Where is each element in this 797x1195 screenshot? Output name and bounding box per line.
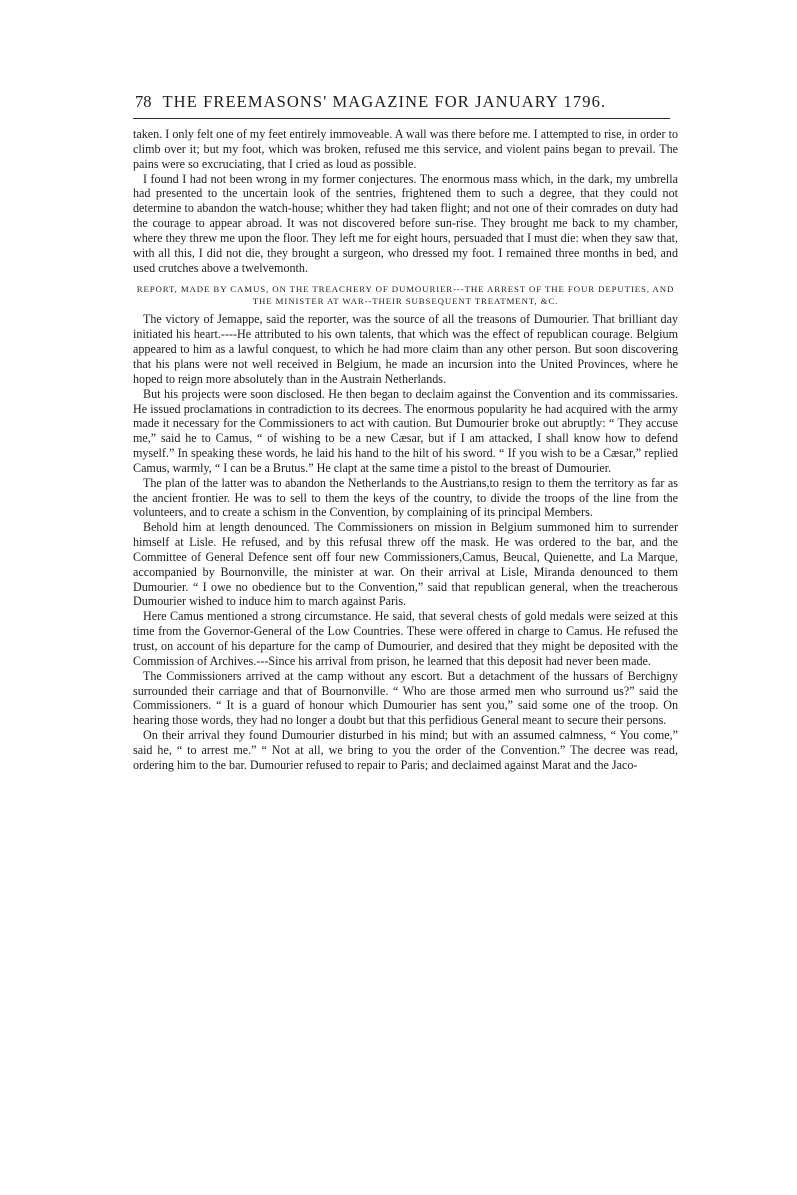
magazine-page xyxy=(133,92,678,1187)
running-title: THE FREEMASONS' MAGAZINE FOR JANUARY 1796. xyxy=(162,92,607,111)
paragraph: But his projects were soon disclosed. He then began to declaim against the Convention and its commissaries. He issued proclamations in contradiction to its decrees. The enormous popularity he had acquired with the army made it necessary for the Commissioners to act with caution. But Dumourier broke out abruptly: “ They accuse me,” said he to Camus, “ of wishing to be a new Cæsar, but if I am attacked, I shall know how to defend myself.” In speaking these words, he laid his hand to the hilt of his sword. “ If you wish to be a Cæsar,” replied Camus, warmly, “ I can be a Brutus.” He clapt at the same time a pistol to the breast of Dumourier. xyxy=(133,386,678,475)
paragraph: Here Camus mentioned a strong circumstance. He said, that several chests of gold medals were seized at this time from the Governor-General of the Low Countries. These were offered in charge to Camus. He refused the trust, on account of his departure for the camp of Dumourier, and desired that they might be deposited with the Commission of Archives.---Since his arrival from prison, he learned that this deposit had never been made. xyxy=(133,609,678,668)
paragraph: I found I had not been wrong in my former conjectures. The enormous mass which, in the dark, my umbrella had presented to the uncertain look of the sentries, frightened them to such a degree, that they could not determine to abandon the watch-house; whither they had taken flight; and not one of their comrades on duty had the courage to appear abroad. It was not discovered before sun-rise. They brought me back to my chamber, where they threw me upon the floor. They left me for eight hours, persuaded that I must die: when they saw that, with all this, I did not die, they brought a surgeon, who dressed my foot. I remained three months in bed, and used crutches above a twelvemonth. xyxy=(133,171,678,275)
paragraph: The Commissioners arrived at the camp without any escort. But a detachment of the hussars of Berchigny surrounded their carriage and that of Bournonville. “ Who are those armed men who surround us?” said the Commissioners. “ It is a guard of honour which Dumourier has sent you,” said some one of the troop. On hearing those words, they had no longer a doubt but that this perfidious General meant to secure their persons. xyxy=(133,668,678,728)
section-heading: REPORT, MADE BY CAMUS, ON THE TREACHERY OF DUMOURIER---THE ARREST OF THE FOUR DEPUTIES, AND THE MINISTER AT WAR--THEIR SUBSEQUENT TREATMENT, &C. xyxy=(136,284,675,307)
paragraph: On their arrival they found Dumourier disturbed in his mind; but with an assumed calmness, “ You come,” said he, “ to arrest me.” “ Not at all, we bring to you the order of the Convention.” The decree was read, ordering him to the bar. Dumourier refused to repair to Paris; and declaimed against Marat and the Jaco- xyxy=(133,728,678,772)
paragraph: taken. I only felt one of my feet entirely immoveable. A wall was there before me. I attempted to rise, in order to climb over it; but my foot, which was broken, refused me this service, and violent pains began to prevail. The pains were so excruciating, that I cried as loud as possible. xyxy=(133,127,678,171)
page-number: 78 xyxy=(135,92,152,111)
paragraph: Behold him at length denounced. The Commissioners on mission in Belgium summoned him to surrender himself at Lisle. He refused, and by this refusal threw off the mask. He was ordered to the bar, and the Committee of General Defence sent off four new Commissioners,Camus, Beucal, Quienette, and La Marque, accompanied by Bournonville, the minister at war. On their arrival at Lisle, Miranda denounced to them Dumourier. “ I owe no obedience but to the Convention,” said that republican general, when the treacherous Dumourier wished to induce him to march against Paris. xyxy=(133,520,678,609)
article-body xyxy=(133,127,678,773)
paragraph: The victory of Jemappe, said the reporter, was the source of all the treasons of Dumourier. That brilliant day initiated his heart.----He attributed to his own talents, that which was the effect of republican courage. Belgium appeared to him as a lawful conquest, to which he had more claim than any other person. But soon discovering that his plans were not well received in Belgium, he made an incursion into the United Provinces, where he hoped to reign more absolutely than in the Austrain Netherlands. xyxy=(133,312,678,386)
paragraph: The plan of the latter was to abandon the Netherlands to the Austrians,to resign to them the territory as far as the ancient frontier. He was to sell to them the keys of the country, to divide the troops of the line from the volunteers, and to create a schism in the Convention, by complaining of its principal Members. xyxy=(133,475,678,520)
header-rule xyxy=(133,118,670,119)
running-header xyxy=(133,92,678,112)
